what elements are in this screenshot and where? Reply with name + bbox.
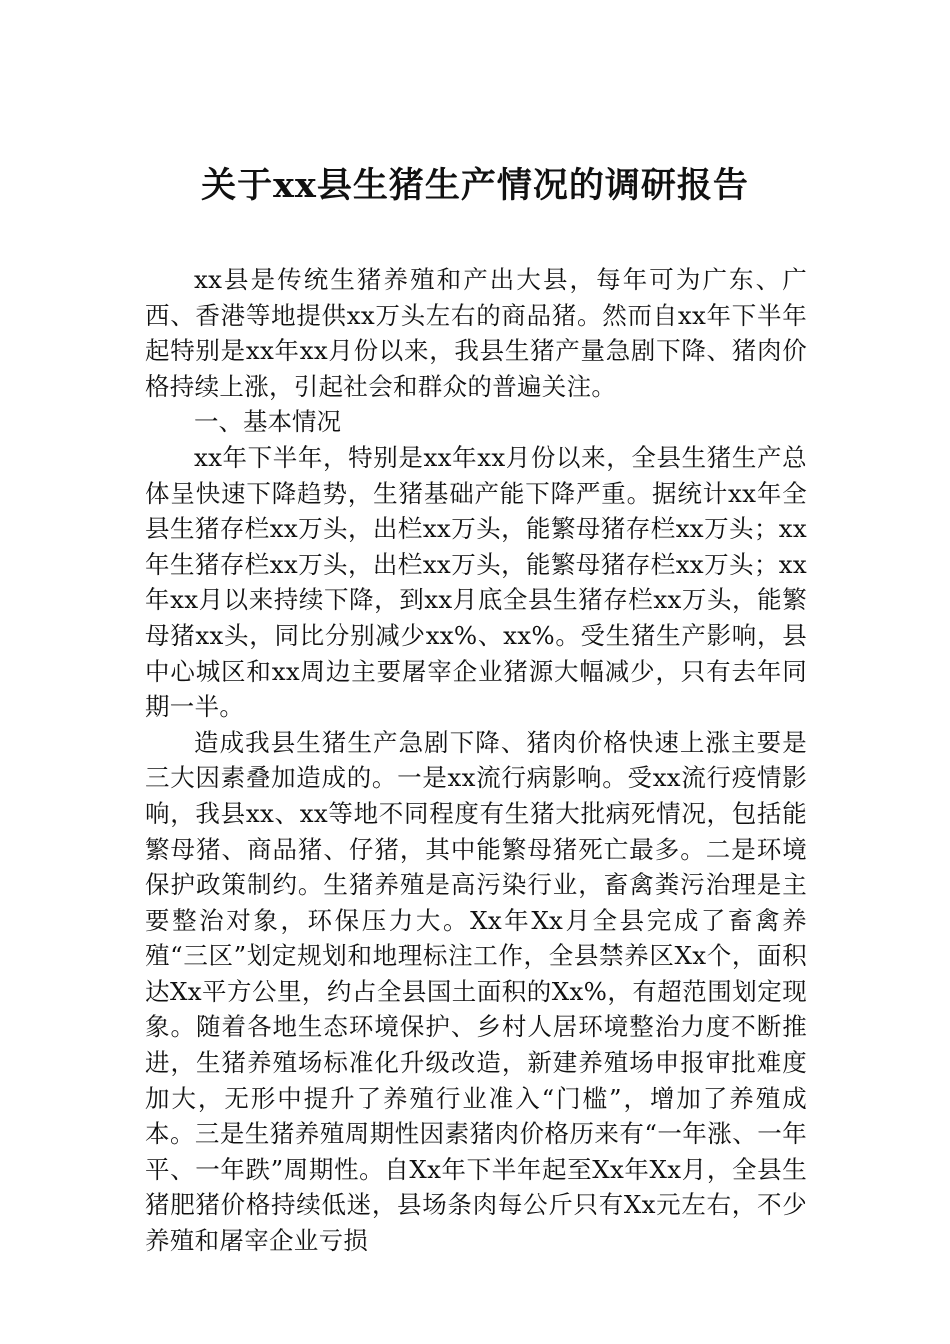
document-title: 关于xx县生猪生产情况的调研报告 <box>201 165 749 206</box>
causes-paragraph: 造成我县生猪生产急剧下降、猪肉价格快速上涨主要是三大因素叠加造成的。一是xx流行病影响。受xx流行疫情影响，我县xx、xx等地不同程度有生猪大批病死情况，包括能繁母猪、商品猪、仔猪，其中能繁母猪死亡最多。二是环境保护政策制约。生猪养殖是高污染行业，畜禽粪污治理是主要整治对象，环保压力大。Xx年Xx月全县完成了畜禽养殖“三区”划定规划和地理标注工作，全县禁养区Xx个，面积达Xx平方公里，约占全县国土面积的Xx%，有超范围划定现象。随着各地生态环境保护、乡村人居环境整治力度不断推进，生猪养殖场标准化升级改造，新建养殖场申报审批难度加大，无形中提升了养殖行业准入“门槛”，增加了养殖成本。三是生猪养殖周期性因素猪肉价格历来有“一年涨、一年平、一年跌”周期性。自Xx年下半年起至Xx年Xx月，全县生猪肥猪价格持续低迷，县场条肉每公斤只有Xx元左右，不少养殖和屠宰企业亏损 <box>145 727 807 1256</box>
intro-paragraph: xx县是传统生猪养殖和产出大县，每年可为广东、广西、香港等地提供xx万头左右的商品猪。然而自xx年下半年起特别是xx年xx月份以来，我县生猪产量急剧下降、猪肉价格持续上涨，引起社会和群众的普遍关注。 <box>145 265 807 401</box>
statistics-paragraph: xx年下半年，特别是xx年xx月份以来，全县生猪生产总体呈快速下降趋势，生猪基础产能下降严重。据统计xx年全县生猪存栏xx万头，出栏xx万头，能繁母猪存栏xx万头；xx年生猪存栏xx万头，出栏xx万头，能繁母猪存栏xx万头；xx年xx月以来持续下降，到xx月底全县生猪存栏xx万头，能繁母猪xx头，同比分别减少xx%、xx%。受生猪生产影响，县中心城区和xx周边主要屠宰企业猪源大幅减少，只有去年同期一半。 <box>145 442 807 722</box>
document-body <box>145 262 807 1259</box>
section-heading-basic-situation: 一、基本情况 <box>194 407 341 437</box>
